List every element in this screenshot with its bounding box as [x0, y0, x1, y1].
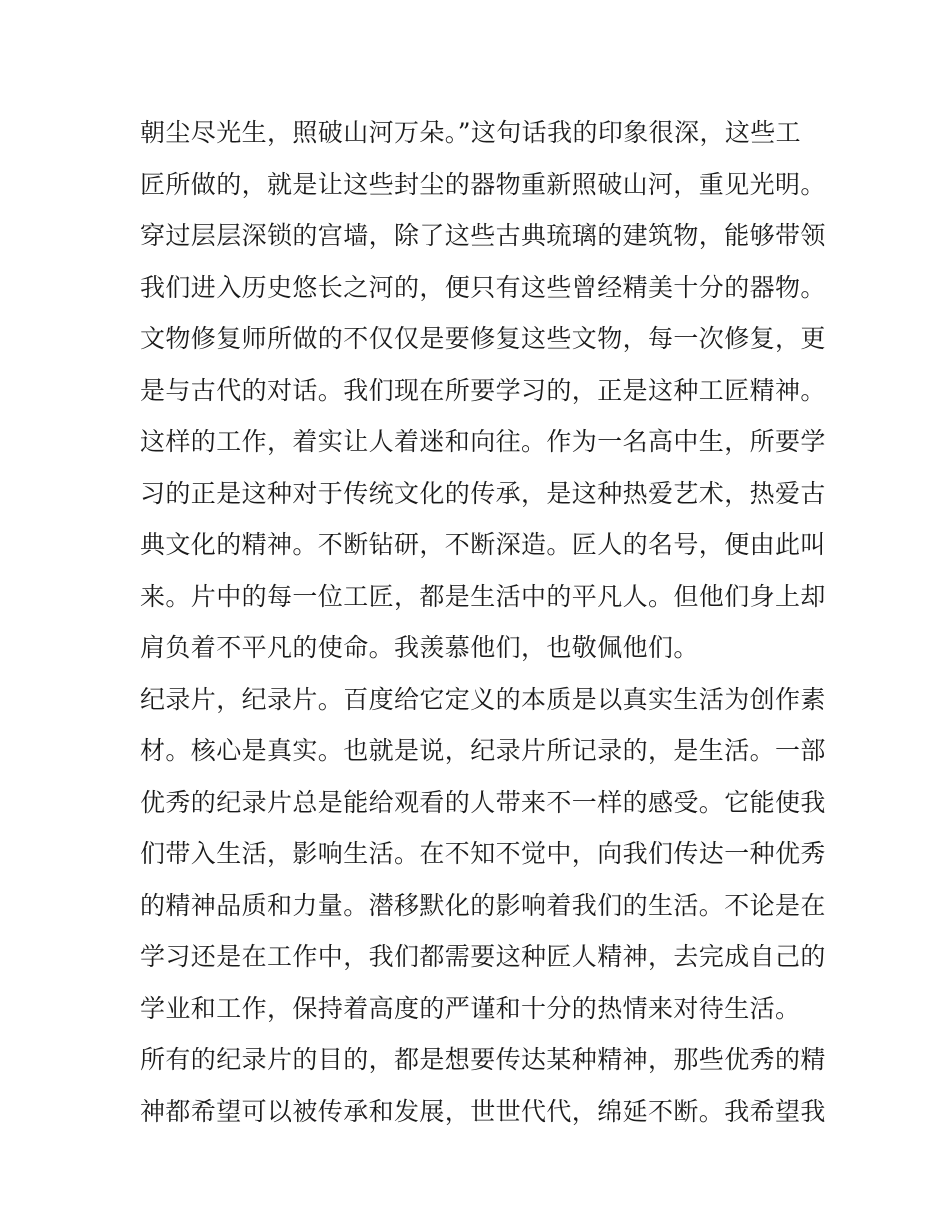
document-body — [140, 107, 826, 1137]
text-line: 的精神品质和力量。潜移默化的影响着我们的生活。不论是在 — [140, 890, 826, 920]
text-line: 是与古代的对话。我们现在所要学习的，正是这种工匠精神。 — [140, 375, 826, 405]
text-line: 这样的工作，着实让人着迷和向往。作为一名高中生，所要学 — [140, 427, 826, 456]
text-line: 文物修复师所做的不仅仅是要修复这些文物，每一次修复，更 — [140, 324, 826, 353]
text-line: 纪录片，纪录片。百度给它定义的本质是以真实生活为创作素 — [140, 684, 826, 714]
text-line: 学习还是在工作中，我们都需要这种匠人精神，去完成自己的 — [140, 942, 826, 971]
text-line: 学业和工作，保持着高度的严谨和十分的热情来对待生活。 — [140, 993, 801, 1023]
text-line: 肩负着不平凡的使命。我羡慕他们，也敬佩他们。 — [140, 633, 699, 662]
text-line: 穿过层层深锁的宫墙，除了这些古典琉璃的建筑物，能够带领 — [140, 221, 826, 250]
text-line: 朝尘尽光生，照破山河万朵。”这句话我的印象很深，这些工 — [140, 118, 802, 147]
text-line: 们带入生活，影响生活。在不知不觉中，向我们传达一种优秀 — [140, 839, 826, 868]
text-line: 神都希望可以被传承和发展，世世代代，绵延不断。我希望我 — [140, 1096, 826, 1126]
text-line: 材。核心是真实。也就是说，纪录片所记录的，是生活。一部 — [140, 736, 826, 765]
text-line: 匠所做的，就是让这些封尘的器物重新照破山河，重见光明。 — [140, 169, 826, 199]
text-line: 典文化的精神。不断钻研，不断深造。匠人的名号，便由此叫 — [140, 530, 826, 559]
text-line: 我们进入历史悠长之河的，便只有这些曾经精美十分的器物。 — [140, 272, 826, 302]
text-line: 优秀的纪录片总是能给观看的人带来不一样的感受。它能使我 — [140, 787, 826, 817]
text-line: 所有的纪录片的目的，都是想要传达某种精神，那些优秀的精 — [140, 1045, 826, 1074]
text-line: 习的正是这种对于传统文化的传承，是这种热爱艺术，热爱古 — [140, 478, 826, 508]
text-line: 来。片中的每一位工匠，都是生活中的平凡人。但他们身上却 — [140, 581, 826, 611]
